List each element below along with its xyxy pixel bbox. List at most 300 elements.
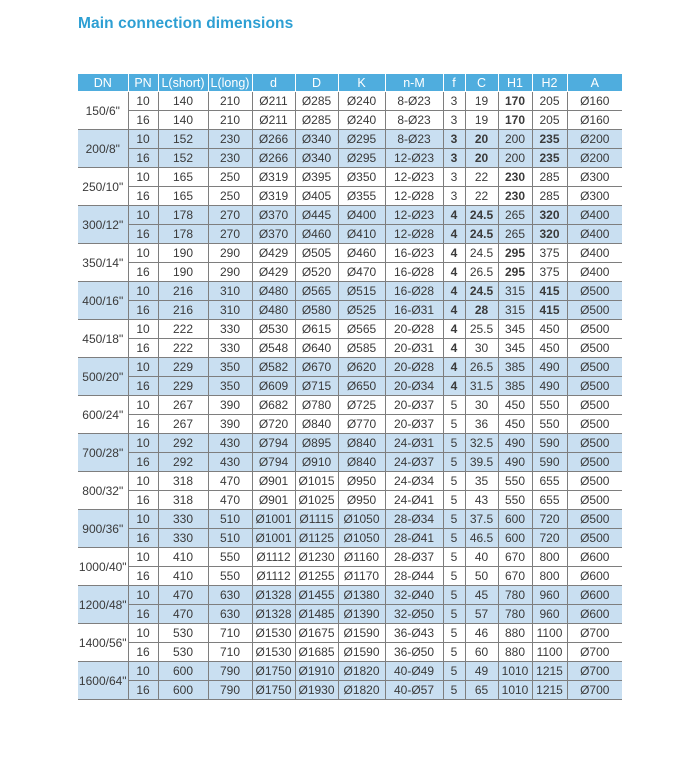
cell-a: Ø400: [567, 206, 622, 225]
cell-d: Ø530: [252, 320, 295, 339]
cell-c: 30: [465, 396, 498, 415]
cell-c: 22: [465, 168, 498, 187]
cell-nm: 16-Ø28: [385, 263, 443, 282]
table-row: [78, 567, 622, 586]
cell-d: Ø1328: [252, 586, 295, 605]
cell-h2: 415: [532, 282, 567, 301]
cell-d: Ø445: [295, 206, 338, 225]
cell-h2: 205: [532, 92, 567, 111]
cell-k: Ø1590: [338, 643, 385, 662]
cell-ll: 550: [208, 548, 252, 567]
cell-c: 45: [465, 586, 498, 605]
cell-pn: 16: [128, 149, 158, 168]
cell-ll: 430: [208, 453, 252, 472]
cell-a: Ø700: [567, 681, 622, 700]
table-row: [78, 168, 622, 187]
cell-c: 35: [465, 472, 498, 491]
cell-h2: 450: [532, 320, 567, 339]
cell-h2: 960: [532, 605, 567, 624]
cell-f: 5: [443, 396, 465, 415]
cell-f: 5: [443, 472, 465, 491]
cell-h1: 550: [498, 472, 532, 491]
cell-h1: 880: [498, 643, 532, 662]
cell-ll: 290: [208, 263, 252, 282]
cell-pn: 16: [128, 605, 158, 624]
cell-ll: 250: [208, 168, 252, 187]
table-row: [78, 624, 622, 643]
cell-k: Ø1590: [338, 624, 385, 643]
table-row: [78, 434, 622, 453]
cell-dn: 1000/40": [78, 548, 128, 586]
cell-h1: 600: [498, 510, 532, 529]
cell-dn: 800/32": [78, 472, 128, 510]
cell-k: Ø650: [338, 377, 385, 396]
cell-nm: 16-Ø23: [385, 244, 443, 263]
cell-pn: 10: [128, 282, 158, 301]
cell-c: 65: [465, 681, 498, 700]
cell-h1: 315: [498, 301, 532, 320]
cell-dn: 350/14": [78, 244, 128, 282]
table-row: [78, 548, 622, 567]
cell-d: Ø670: [295, 358, 338, 377]
cell-dn: 1600/64": [78, 662, 128, 700]
table-row: [78, 605, 622, 624]
cell-f: 3: [443, 149, 465, 168]
cell-a: Ø700: [567, 662, 622, 681]
cell-a: Ø500: [567, 415, 622, 434]
cell-h1: 295: [498, 263, 532, 282]
cell-k: Ø950: [338, 491, 385, 510]
cell-pn: 16: [128, 681, 158, 700]
cell-a: Ø500: [567, 434, 622, 453]
cell-a: Ø300: [567, 168, 622, 187]
cell-ll: 790: [208, 662, 252, 681]
cell-k: Ø840: [338, 434, 385, 453]
cell-h1: 1010: [498, 681, 532, 700]
cell-ll: 550: [208, 567, 252, 586]
cell-d: Ø1750: [252, 681, 295, 700]
cell-h1: 780: [498, 586, 532, 605]
table-row: [78, 377, 622, 396]
cell-d: Ø429: [252, 244, 295, 263]
cell-d: Ø395: [295, 168, 338, 187]
cell-pn: 16: [128, 529, 158, 548]
cell-nm: 28-Ø34: [385, 510, 443, 529]
cell-ls: 165: [158, 168, 208, 187]
cell-f: 5: [443, 529, 465, 548]
cell-pn: 16: [128, 377, 158, 396]
cell-f: 4: [443, 301, 465, 320]
cell-h2: 800: [532, 548, 567, 567]
cell-nm: 20-Ø37: [385, 396, 443, 415]
cell-d: Ø1112: [252, 548, 295, 567]
cell-h2: 235: [532, 130, 567, 149]
table-row: [78, 339, 622, 358]
cell-d: Ø715: [295, 377, 338, 396]
cell-nm: 36-Ø43: [385, 624, 443, 643]
cell-c: 24.5: [465, 244, 498, 263]
cell-d: Ø1001: [252, 510, 295, 529]
cell-a: Ø600: [567, 567, 622, 586]
cell-k: Ø1050: [338, 510, 385, 529]
cell-c: 36: [465, 415, 498, 434]
cell-d: Ø1328: [252, 605, 295, 624]
header-cell-l-short: L(short): [158, 74, 208, 92]
cell-ls: 330: [158, 529, 208, 548]
cell-c: 19: [465, 92, 498, 111]
cell-ll: 710: [208, 643, 252, 662]
cell-f: 5: [443, 434, 465, 453]
cell-ll: 330: [208, 339, 252, 358]
cell-h2: 285: [532, 168, 567, 187]
cell-pn: 16: [128, 225, 158, 244]
table-row: [78, 130, 622, 149]
cell-ll: 330: [208, 320, 252, 339]
table-row: [78, 282, 622, 301]
cell-ls: 600: [158, 681, 208, 700]
cell-d: Ø720: [252, 415, 295, 434]
cell-k: Ø620: [338, 358, 385, 377]
cell-h2: 550: [532, 396, 567, 415]
cell-pn: 16: [128, 301, 158, 320]
cell-d: Ø1230: [295, 548, 338, 567]
cell-a: Ø300: [567, 187, 622, 206]
cell-h1: 490: [498, 434, 532, 453]
cell-ls: 318: [158, 472, 208, 491]
cell-ll: 390: [208, 415, 252, 434]
cell-nm: 12-Ø28: [385, 187, 443, 206]
cell-ll: 350: [208, 377, 252, 396]
cell-f: 5: [443, 586, 465, 605]
cell-ll: 210: [208, 92, 252, 111]
cell-ll: 510: [208, 510, 252, 529]
cell-k: Ø840: [338, 453, 385, 472]
cell-h1: 170: [498, 92, 532, 111]
cell-a: Ø500: [567, 301, 622, 320]
cell-nm: 24-Ø37: [385, 453, 443, 472]
cell-h1: 265: [498, 225, 532, 244]
cell-h1: 230: [498, 187, 532, 206]
cell-a: Ø500: [567, 339, 622, 358]
cell-d: Ø1125: [295, 529, 338, 548]
cell-h1: 385: [498, 377, 532, 396]
cell-nm: 24-Ø41: [385, 491, 443, 510]
cell-d: Ø548: [252, 339, 295, 358]
cell-k: Ø240: [338, 111, 385, 130]
cell-a: Ø500: [567, 491, 622, 510]
header-cell-d: d: [252, 74, 295, 92]
cell-k: Ø1820: [338, 662, 385, 681]
cell-nm: 20-Ø37: [385, 415, 443, 434]
cell-f: 4: [443, 244, 465, 263]
cell-ls: 600: [158, 662, 208, 681]
cell-c: 19: [465, 111, 498, 130]
cell-h2: 320: [532, 225, 567, 244]
cell-a: Ø160: [567, 92, 622, 111]
cell-pn: 16: [128, 453, 158, 472]
cell-ll: 470: [208, 472, 252, 491]
cell-dn: 700/28": [78, 434, 128, 472]
cell-ll: 230: [208, 149, 252, 168]
cell-pn: 16: [128, 111, 158, 130]
cell-c: 22: [465, 187, 498, 206]
cell-d: Ø1530: [252, 624, 295, 643]
cell-d: Ø480: [252, 301, 295, 320]
cell-nm: 16-Ø28: [385, 282, 443, 301]
cell-d: Ø1910: [295, 662, 338, 681]
cell-a: Ø400: [567, 225, 622, 244]
cell-f: 4: [443, 339, 465, 358]
header-cell-h2: H2: [532, 74, 567, 92]
cell-h1: 200: [498, 130, 532, 149]
cell-ls: 470: [158, 605, 208, 624]
cell-ll: 270: [208, 225, 252, 244]
cell-k: Ø725: [338, 396, 385, 415]
cell-pn: 10: [128, 548, 158, 567]
cell-d: Ø794: [252, 434, 295, 453]
cell-c: 28: [465, 301, 498, 320]
header-cell-k: K: [338, 74, 385, 92]
table-row: [78, 491, 622, 510]
cell-nm: 32-Ø50: [385, 605, 443, 624]
cell-f: 4: [443, 377, 465, 396]
cell-ll: 350: [208, 358, 252, 377]
cell-ls: 470: [158, 586, 208, 605]
cell-pn: 16: [128, 263, 158, 282]
cell-ls: 216: [158, 282, 208, 301]
cell-c: 20: [465, 130, 498, 149]
cell-ls: 178: [158, 225, 208, 244]
cell-ls: 140: [158, 111, 208, 130]
table-row: [78, 244, 622, 263]
cell-a: Ø500: [567, 529, 622, 548]
cell-h2: 490: [532, 358, 567, 377]
cell-d: Ø405: [295, 187, 338, 206]
cell-ll: 630: [208, 586, 252, 605]
cell-f: 5: [443, 643, 465, 662]
cell-c: 37.5: [465, 510, 498, 529]
cell-d: Ø370: [252, 206, 295, 225]
cell-ll: 310: [208, 301, 252, 320]
cell-f: 5: [443, 548, 465, 567]
cell-h1: 880: [498, 624, 532, 643]
cell-d: Ø1675: [295, 624, 338, 643]
cell-h2: 375: [532, 263, 567, 282]
cell-k: Ø240: [338, 92, 385, 111]
cell-d: Ø1455: [295, 586, 338, 605]
cell-nm: 12-Ø23: [385, 149, 443, 168]
cell-k: Ø1050: [338, 529, 385, 548]
cell-h1: 780: [498, 605, 532, 624]
cell-d: Ø319: [252, 187, 295, 206]
cell-d: Ø895: [295, 434, 338, 453]
cell-d: Ø640: [295, 339, 338, 358]
header-cell-n-m: n-M: [385, 74, 443, 92]
cell-dn: 900/36": [78, 510, 128, 548]
cell-h2: 450: [532, 339, 567, 358]
cell-ls: 140: [158, 92, 208, 111]
cell-h1: 1010: [498, 662, 532, 681]
cell-d: Ø1930: [295, 681, 338, 700]
cell-pn: 16: [128, 567, 158, 586]
cell-d: Ø1685: [295, 643, 338, 662]
cell-k: Ø295: [338, 130, 385, 149]
cell-f: 5: [443, 605, 465, 624]
cell-c: 60: [465, 643, 498, 662]
cell-nm: 8-Ø23: [385, 111, 443, 130]
cell-pn: 16: [128, 187, 158, 206]
cell-a: Ø700: [567, 643, 622, 662]
cell-c: 43: [465, 491, 498, 510]
cell-h2: 375: [532, 244, 567, 263]
cell-ll: 510: [208, 529, 252, 548]
cell-ll: 470: [208, 491, 252, 510]
cell-h2: 590: [532, 434, 567, 453]
cell-a: Ø500: [567, 510, 622, 529]
cell-a: Ø500: [567, 282, 622, 301]
cell-c: 25.5: [465, 320, 498, 339]
cell-k: Ø470: [338, 263, 385, 282]
cell-ls: 190: [158, 244, 208, 263]
cell-h1: 345: [498, 339, 532, 358]
cell-ls: 152: [158, 130, 208, 149]
cell-pn: 10: [128, 206, 158, 225]
cell-f: 5: [443, 567, 465, 586]
header-cell-c: C: [465, 74, 498, 92]
cell-ls: 410: [158, 548, 208, 567]
cell-d: Ø211: [252, 92, 295, 111]
cell-nm: 20-Ø28: [385, 320, 443, 339]
cell-f: 3: [443, 92, 465, 111]
table-row: [78, 149, 622, 168]
cell-nm: 24-Ø31: [385, 434, 443, 453]
cell-d: Ø266: [252, 149, 295, 168]
cell-f: 3: [443, 187, 465, 206]
cell-nm: 28-Ø37: [385, 548, 443, 567]
cell-ls: 292: [158, 453, 208, 472]
cell-ll: 710: [208, 624, 252, 643]
cell-a: Ø500: [567, 396, 622, 415]
cell-f: 5: [443, 453, 465, 472]
cell-c: 40: [465, 548, 498, 567]
cell-h1: 230: [498, 168, 532, 187]
cell-f: 5: [443, 681, 465, 700]
cell-nm: 20-Ø34: [385, 377, 443, 396]
cell-ls: 190: [158, 263, 208, 282]
cell-h1: 600: [498, 529, 532, 548]
cell-dn: 1200/48": [78, 586, 128, 624]
cell-k: Ø410: [338, 225, 385, 244]
cell-dn: 200/8": [78, 130, 128, 168]
cell-dn: 250/10": [78, 168, 128, 206]
cell-a: Ø500: [567, 358, 622, 377]
cell-ll: 210: [208, 111, 252, 130]
cell-h2: 285: [532, 187, 567, 206]
cell-pn: 16: [128, 339, 158, 358]
cell-pn: 10: [128, 624, 158, 643]
cell-h2: 1100: [532, 643, 567, 662]
cell-ll: 270: [208, 206, 252, 225]
cell-pn: 16: [128, 643, 158, 662]
cell-d: Ø901: [252, 472, 295, 491]
table-row: [78, 681, 622, 700]
cell-a: Ø600: [567, 586, 622, 605]
cell-k: Ø950: [338, 472, 385, 491]
cell-h2: 960: [532, 586, 567, 605]
cell-nm: 20-Ø28: [385, 358, 443, 377]
table-row: [78, 472, 622, 491]
cell-f: 5: [443, 510, 465, 529]
cell-f: 4: [443, 206, 465, 225]
cell-c: 24.5: [465, 206, 498, 225]
cell-ll: 430: [208, 434, 252, 453]
cell-h2: 1215: [532, 662, 567, 681]
cell-h1: 385: [498, 358, 532, 377]
cell-nm: 32-Ø40: [385, 586, 443, 605]
header-cell-a: A: [567, 74, 622, 92]
cell-d: Ø1485: [295, 605, 338, 624]
cell-a: Ø400: [567, 244, 622, 263]
cell-k: Ø460: [338, 244, 385, 263]
cell-f: 3: [443, 111, 465, 130]
cell-c: 50: [465, 567, 498, 586]
cell-ll: 390: [208, 396, 252, 415]
table-row: [78, 453, 622, 472]
cell-d: Ø901: [252, 491, 295, 510]
cell-d: Ø480: [252, 282, 295, 301]
cell-d: Ø460: [295, 225, 338, 244]
header-row: [78, 74, 622, 92]
table-row: [78, 662, 622, 681]
cell-d: Ø682: [252, 396, 295, 415]
cell-ll: 310: [208, 282, 252, 301]
cell-h2: 590: [532, 453, 567, 472]
cell-pn: 10: [128, 358, 158, 377]
cell-nm: 20-Ø31: [385, 339, 443, 358]
cell-pn: 10: [128, 396, 158, 415]
cell-h1: 450: [498, 415, 532, 434]
table-row: [78, 92, 622, 111]
cell-k: Ø1160: [338, 548, 385, 567]
cell-c: 49: [465, 662, 498, 681]
table-row: [78, 187, 622, 206]
cell-d: Ø1025: [295, 491, 338, 510]
cell-ll: 630: [208, 605, 252, 624]
cell-h1: 345: [498, 320, 532, 339]
cell-h2: 205: [532, 111, 567, 130]
cell-f: 5: [443, 662, 465, 681]
cell-ls: 229: [158, 358, 208, 377]
cell-nm: 28-Ø41: [385, 529, 443, 548]
cell-k: Ø515: [338, 282, 385, 301]
table-row: [78, 586, 622, 605]
cell-ls: 330: [158, 510, 208, 529]
cell-d: Ø429: [252, 263, 295, 282]
cell-h2: 800: [532, 567, 567, 586]
cell-k: Ø1390: [338, 605, 385, 624]
cell-nm: 8-Ø23: [385, 130, 443, 149]
cell-h2: 235: [532, 149, 567, 168]
cell-d: Ø285: [295, 92, 338, 111]
cell-pn: 16: [128, 491, 158, 510]
cell-c: 31.5: [465, 377, 498, 396]
cell-ls: 222: [158, 339, 208, 358]
cell-d: Ø370: [252, 225, 295, 244]
cell-f: 4: [443, 263, 465, 282]
cell-ls: 292: [158, 434, 208, 453]
cell-c: 46: [465, 624, 498, 643]
cell-d: Ø340: [295, 149, 338, 168]
